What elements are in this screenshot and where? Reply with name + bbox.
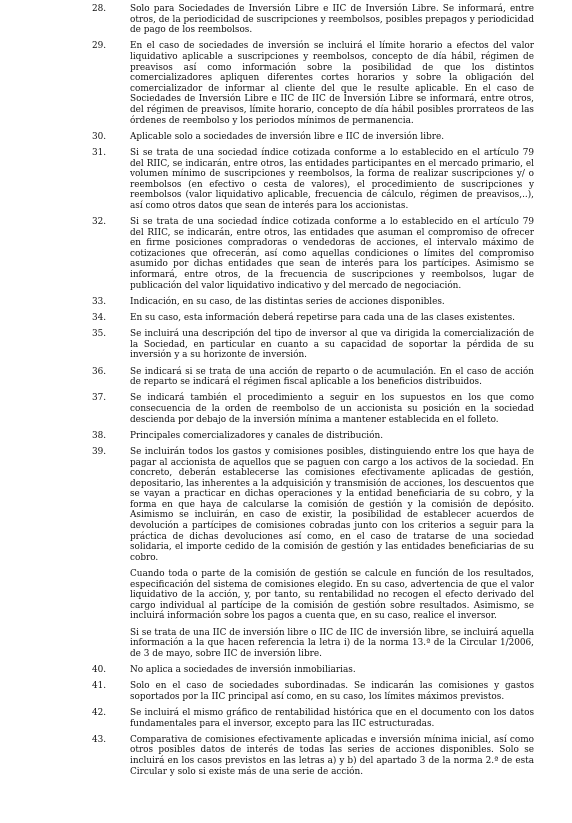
footnote-body (130, 708, 534, 729)
footnote-number: 31. (92, 147, 107, 158)
footnote-number: 30. (92, 131, 107, 142)
footnote-paragraph: Cuando toda o parte de la comisión de gestión se calcule en función de los resultados, especificación del sistema de comisiones elegido. En su caso, advertencia de que el valor liquidativo de la acción, y, por tanto, su rentabilidad no recogen el efecto derivado del cargo individual al partícipe de la comisión de gestión sobre resultados. Asimismo, se incluirá información sobre los pagos a cuenta que, en su caso, realice el inversor. (130, 569, 534, 622)
footnote-number: 39. (92, 446, 107, 457)
footnote-body (130, 665, 534, 676)
footnote-item (92, 329, 534, 361)
footnote-body (130, 431, 534, 442)
footnote-paragraph: Aplicable solo a sociedades de inversión libre e IIC de inversión libre. (130, 131, 445, 142)
footnote-number: 28. (92, 4, 107, 14)
footnote-number: 42. (92, 707, 107, 718)
footnote-item (92, 447, 534, 659)
footnote-number: 41. (92, 681, 107, 692)
footnote-item (92, 132, 534, 143)
footnote-paragraph: Si se trata de una sociedad índice cotizada conforme a lo establecido en el artículo 79 del RIIC, se indicarán, entre otros, las entidades que asuman el compromiso de ofrecer en firme posiciones compradoras o vendedoras de acciones, el intervalo máximo de cotizaciones que ofrecerán, así como aquellas condiciones o límites del compromiso asumido por dichas entidades que sean de interés para los partícipes. Asimismo se informará, entre otros, de la frecuencia de suscripciones y reembolsos, lugar de publicación del valor liquidativo indicativo y del mercado de negociación. (130, 217, 534, 291)
footnote-item (92, 393, 534, 425)
footnote-item (92, 665, 534, 676)
footnote-item (92, 41, 534, 126)
footnote-body (130, 329, 534, 361)
footnote-body (130, 132, 534, 143)
footnote-number: 32. (92, 217, 107, 228)
footnote-paragraph: En su caso, esta información deberá repetirse para cada una de las clases existentes. (130, 313, 515, 323)
footnote-number: 40. (92, 664, 107, 675)
footnote-item (92, 297, 534, 308)
footnote-number: 34. (92, 313, 107, 323)
footnote-item (92, 708, 534, 729)
footnote-paragraph: Indicación, en su caso, de las distintas series de acciones disponibles. (130, 296, 445, 307)
footnote-body (130, 447, 534, 659)
footnote-body (130, 393, 534, 425)
footnote-body (130, 367, 534, 388)
footnote-body (130, 735, 534, 777)
footnote-body (130, 4, 534, 36)
footnote-paragraph: Solo para Sociedades de Inversión Libre e IIC de Inversión Libre. Se informará, entre otros, de la periodicidad de suscripciones y reembolsos, posibles prepagos y periodicidad de pago de los reembolsos. (130, 4, 534, 36)
footnote-paragraph: Solo en el caso de sociedades subordinadas. Se indicarán las comisiones y gastos soportados por la IIC principal así como, en su caso, los límites máximos previstos. (130, 681, 534, 702)
footnote-body (130, 217, 534, 291)
footnote-item (92, 681, 534, 702)
footnote-paragraph: Se incluirá el mismo gráfico de rentabilidad histórica que en el documento con los datos fundamentales para el inversor, excepto para las IIC estructuradas. (130, 707, 534, 729)
footnote-paragraph: Se indicará también el procedimiento a seguir en los supuestos en los que como consecuencia de la orden de reembolso de un accionista su posición en la sociedad descienda por debajo de la inversión mínima a mantener establecida en el folleto. (130, 393, 534, 425)
footnote-paragraph: Si se trata de una IIC de inversión libre o IIC de IIC de inversión libre, se incluirá aquella información a la que hacen referencia la letra i) de la norma 13.ª de la Circular 1/2006, de 3 de mayo, sobre IIC de inversión libre. (130, 627, 534, 659)
footnote-number: 29. (92, 41, 107, 52)
footnote-number: 33. (92, 296, 107, 307)
footnote-number: 43. (92, 734, 107, 745)
footnote-list (92, 4, 534, 777)
footnote-body (130, 148, 534, 212)
footnote-item (92, 367, 534, 388)
footnote-body (130, 297, 534, 308)
footnote-body (130, 41, 534, 126)
footnote-body (130, 313, 534, 324)
footnote-paragraph: No aplica a sociedades de inversión inmobiliarias. (130, 664, 356, 675)
footnote-item (92, 4, 534, 36)
footnote-item (92, 735, 534, 777)
footnote-number: 35. (92, 329, 107, 340)
footnote-item (92, 217, 534, 291)
footnote-paragraph: Comparativa de comisiones efectivamente aplicadas e inversión mínima inicial, así como otros posibles datos de interés de todas las series de acciones disponibles. Solo se incluirá en los casos previstos en las letras a) y b) del apartado 3 de la norma 2.ª de esta Circular y solo si existe más de una serie de acción. (130, 734, 534, 777)
footnote-paragraph: Se incluirá una descripción del tipo de inversor al que va dirigida la comercialización de la Sociedad, en particular en cuanto a su capacidad de soportar la pérdida de su inversión y a su horizonte de inversión. (130, 329, 534, 361)
footnote-paragraph: En el caso de sociedades de inversión se incluirá el límite horario a efectos del valor liquidativo aplicable a suscripciones y reembolsos, concepto de día hábil, régimen de preavisos así como información sobre la posibilidad de que los distintos comercializadores apliquen diferentes cortes horarios y sobre la obligación del comercializador de informar al cliente del que le resulte aplicable. En el caso de Sociedades de Inversión Libre e IIC de IIC de Inversión Libre se informará, entre otros, del régimen de preavisos, límite horario, concepto de día hábil posibles prorrateos de las órdenes de reembolso y los periodos mínimos de permanencia. (130, 41, 534, 126)
footnote-paragraph: Se indicará si se trata de una acción de reparto o de acumulación. En el caso de acción de reparto se indicará el régimen fiscal aplicable a los beneficios distribuidos. (130, 366, 534, 388)
footnote-item (92, 148, 534, 212)
footnote-item (92, 313, 534, 324)
footnote-number: 37. (92, 393, 107, 404)
footnote-paragraph: Principales comercializadores y canales de distribución. (130, 430, 384, 441)
footnote-paragraph: Si se trata de una sociedad índice cotizada conforme a lo establecido en el artículo 79 del RIIC, se indicarán, entre otros, las entidades participantes en el mercado primario, el volumen mínimo de suscripciones y reembolsos, la forma de realizar suscripciones y/ o reembolsos (en efectivo o cesta de valores), el procedimiento de suscripciones y reembolsos (valor liquidativo aplicable, frecuencia de cálculo, régimen de preavisos,..), así como otros datos que sean de interés para los accionistas. (130, 147, 534, 211)
footnote-number: 38. (92, 430, 107, 441)
footnote-paragraph: Se incluirán todos los gastos y comisiones posibles, distinguiendo entre los que haya de pagar al accionista de aquellos que se paguen con cargo a los activos de la sociedad. En concreto, deberán establecerse las comisiones efectivamente aplicadas de gestión, depositario, las inherentes a la adquisición y transmisión de acciones, los descuentos que se vayan a practicar en dichas operaciones y la entidad beneficiaria de su cobro, y la forma en que haya de calcularse la comisión de gestión y la comisión de depósito. Asimismo se incluirán, en caso de existir, la posibilidad de establecer acuerdos de devolución a partícipes de comisiones cobradas junto con los criterios a seguir para la práctica de dichas devoluciones así como, en el caso de tratarse de una sociedad solidaria, el importe cedido de la comisión de gestión y las entidades beneficiarias de su cobro. (130, 446, 534, 563)
footnote-body (130, 681, 534, 702)
footnote-item (92, 431, 534, 442)
footnote-number: 36. (92, 366, 107, 377)
